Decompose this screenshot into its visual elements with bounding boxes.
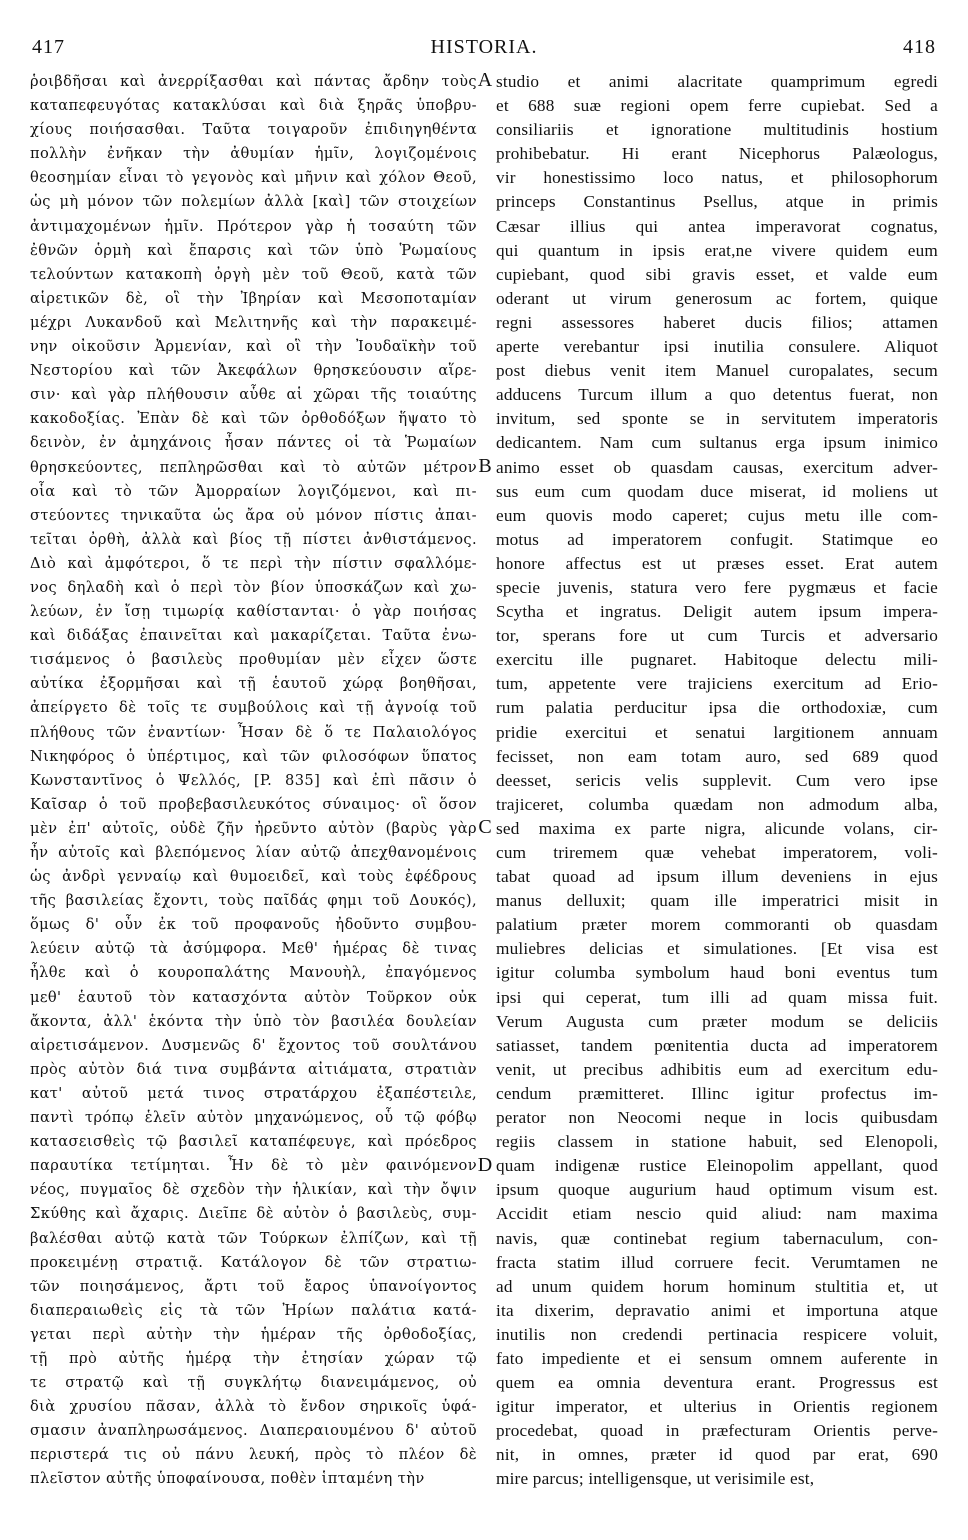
- latin-text-line: vir honestissimo loco natus, et philosophorum: [496, 168, 938, 188]
- greek-text-line: παντὶ τρόπῳ ἑλεῖν αὐτὸν μηχανώμενος, οὗ τῷ φόβῳ: [30, 1109, 477, 1127]
- latin-text-line: mire parcus; intelligensque, ut verisimile est,: [496, 1469, 815, 1489]
- greek-text-line: αὐτίκα ἐξορμῆσαι καὶ τῇ ἑαυτοῦ χώρᾳ βοηθῆσαι,: [30, 675, 477, 693]
- latin-text-line: invitum, sed sponte se in servitutem imperatoris: [496, 409, 938, 429]
- greek-text-line: τισάμενος ὁ βασιλεὺς προθυμίαν μὲν εἶχεν ὥστε: [30, 651, 477, 669]
- greek-text-line: κατασεισθεὶς τῷ βασιλεῖ καταπέφευγε, καὶ πρόεδρος: [30, 1133, 477, 1151]
- greek-text-line: αἱρετισάμενον. Δυσμενῶς δ' ἔχοντος τοῦ σουλτάνου: [30, 1036, 477, 1054]
- latin-text-line: quam indigenæ rustice Eleinopolim appellant, quod: [496, 1156, 938, 1176]
- latin-text-line: cendum præmitteret. Illinc igitur profectus im-: [496, 1083, 938, 1103]
- latin-text-line: motus ad imperatorem confugit. Statimque eo: [496, 529, 938, 549]
- greek-text-line: μέχρι Λυκανδοῦ καὶ Μελιτηνῆς καὶ τὴν παρακειμέ-: [30, 313, 477, 331]
- greek-text-line: διὰ χρυσίου πᾶσαν, ἀλλὰ τὸ ἔνδον σηρικοῖς ὑφά-: [30, 1398, 477, 1416]
- latin-text-line: ad unum quidem horum hominum stultitia et, ut: [496, 1276, 938, 1296]
- latin-text-line: palatium præter morem commoranti ob quasdam: [496, 915, 938, 935]
- latin-text-line: fracta statim illud corruere fecit. Verumtamen ne: [496, 1252, 938, 1272]
- greek-text-line: νος δηλαδὴ καὶ ὁ περὶ τὸν βίον ὑποσκάζων καὶ χω-: [30, 578, 477, 596]
- greek-text-line: ἦν αὐτοῖς καὶ βλεπόμενος λίαν αὐτῷ ἀπεχθανομένοις: [30, 844, 477, 861]
- latin-text-line: adducens Turcum illum a quo detentus fuerat, non: [496, 385, 938, 405]
- greek-text-line: κακοδοξίας. Ἐπὰν δὲ καὶ τῶν ὀρθοδόξων ἥψατο τὸ: [30, 410, 477, 428]
- section-marker: B: [478, 454, 492, 477]
- greek-text-line: πλήθους τῶν ἐναντίων· Ἦσαν δὲ ὅ τε Παλαιολόγος: [30, 723, 477, 741]
- latin-text-line: animo esset ob quasdam causas, exercitum adver-: [496, 457, 938, 477]
- greek-text-line: καταπεφευγότας κατακλύσαι καὶ διὰ ξηρᾶς ὑποβρυ-: [30, 97, 477, 115]
- section-marker: D: [477, 1153, 493, 1176]
- running-head: [32, 36, 936, 66]
- latin-text-line: regni assessores haberet ducis filios; attamen: [496, 312, 938, 332]
- greek-text-line: κατ' αὐτοῦ μετά τινος στρατάρχου ἐξαπέστειλε,: [30, 1084, 477, 1102]
- running-title: HISTORIA.: [430, 36, 538, 58]
- latin-text-line: deesset, sericis velis supplevit. Cum vero ipse: [496, 770, 938, 790]
- latin-text-line: pridie exercitui et senatui largitionem annuam: [496, 722, 938, 742]
- latin-text-line: cupiebant, quod sibi gravis esset, et valde eum: [496, 264, 938, 284]
- greek-text-line: νην οἰκοῦσιν Ἀρμενίαν, καὶ οἳ τὴν Ἰουδαϊκὴν τοῦ: [30, 338, 477, 356]
- latin-text-line: qui quantum in ipsis erat,ne vivere quidem eum: [496, 240, 938, 260]
- section-marker: A: [477, 69, 493, 91]
- latin-text-line: ipsum quoque augurium haud optimum visum est.: [496, 1180, 938, 1200]
- greek-text-column: [30, 70, 477, 1492]
- greek-text-line: Διὸ καὶ ἀμφότεροι, ὅ τε περὶ τὴν πίστιν σφαλλόμε-: [30, 554, 477, 572]
- latin-text-column: [496, 70, 938, 1492]
- greek-text-line: νέος, πυγμαῖος δὲ σχεδὸν τὴν ἡλικίαν, καὶ τὴν ὄψιν: [30, 1181, 477, 1199]
- greek-text-line: μεθ' ἑαυτοῦ τὸν κατασχόντα αὐτὸν Τοῦρκον οὐκ: [30, 988, 477, 1006]
- greek-text-line: διαπεραιωθεὶς εἰς τὰ τῶν Ἠρίων παλάτια κατά-: [30, 1301, 477, 1319]
- greek-text-line: Σκύθης καὶ ἄχαρις. Διεῖπε δὲ αὐτὸν ὁ βασιλεὺς, συμ-: [30, 1205, 477, 1223]
- greek-text-line: ὡς ἀνδρὶ γενναίῳ καὶ θυμοειδεῖ, καὶ τοὺς ἐφέδρους: [30, 868, 477, 886]
- latin-text-line: venit, ut precibus adhibitis eum ad exercitum edu-: [496, 1059, 938, 1079]
- greek-text-line: ὡς μὴ μόνον τῶν πολεμίων ἀλλὰ [καὶ] τῶν στοιχείων: [30, 193, 477, 211]
- latin-text-line: perator non Neocomi neque in locis quibusdam: [496, 1108, 938, 1128]
- greek-text-line: τε στρατῷ καὶ τῇ συγκλήτῳ διανειμάμενος, οὐ: [30, 1374, 477, 1392]
- greek-text-line: οἷα καὶ τὸ τῶν Ἀμορραίων λογιζόμενοι, καὶ πι-: [30, 482, 477, 500]
- latin-text-line: manus delluxit; quam ille imperatrici misit in: [496, 891, 938, 911]
- greek-text-line: γεται περὶ αὐτὴν τὴν ἡμέραν τῆς ὀρθοδοξίας,: [30, 1325, 477, 1343]
- greek-text-line: θρησκεύοντες, πεπληρῶσθαι καὶ τὸ αὐτῶν μέτρον: [30, 458, 477, 476]
- latin-text-line: exercitu ille pugnaret. Habitoque delectu mili-: [496, 650, 938, 670]
- latin-text-line: tum, appetente vere trajiciens exercitum ad Erio-: [496, 674, 938, 694]
- greek-text-line: προκειμένῃ στρατιᾷ. Κατάλογον δὲ τῶν στρατιω-: [30, 1253, 477, 1271]
- greek-text-line: τῇ πρὸ αὐτῆς ἡμέρᾳ τὴν ἐτησίαν χώραν τῷ: [30, 1349, 477, 1367]
- left-page-number: 417: [32, 36, 65, 58]
- latin-text-line: navis, quæ continebat regium tabernaculum, con-: [496, 1228, 938, 1248]
- latin-text-line: trajiceret, columba quædam non admodum alba,: [496, 794, 938, 814]
- latin-text-line: tor, sperans fore ut cum Turcis et adversario: [496, 626, 938, 646]
- latin-text-line: fato impediente et ei sensum omnem auferente in: [496, 1348, 938, 1368]
- greek-text-line: ἀντιμαχομένων ἡμῖν. Πρότερον γὰρ ἡ τοσαύτη τῶν: [30, 217, 477, 235]
- greek-text-line: ἄκοντα, ἀλλ' ἑκόντα τὴν ὑπὸ τὸν βασιλέα δουλείαν: [30, 1012, 477, 1030]
- greek-text-line: τελούντων κατακοπὴ ὀργὴ μὲν τοῦ Θεοῦ, κατὰ τῶν: [30, 265, 477, 283]
- latin-text-line: igitur imperator, et ulterius in Orientis regionem: [496, 1397, 938, 1417]
- latin-text-line: satiasset, tandem pœnitentia ducta ad imperatorem: [496, 1035, 938, 1055]
- greek-text-line: περιστερά τις οὐ πάνυ λευκή, πρὸς τὸ πλέον δὲ: [30, 1446, 477, 1464]
- latin-text-line: princeps Constantinus Psellus, atque in primis: [496, 192, 938, 212]
- latin-text-line: post diebus venit item Manuel curopalates, secum: [496, 361, 938, 381]
- greek-text-line: Καῖσαρ ὁ τοῦ προβεβασιλευκότος σύναιμος· οἳ ὅσον: [30, 795, 477, 813]
- section-marker: C: [478, 816, 492, 839]
- latin-text-line: quem ea omnia deventura erant. Progressus est: [496, 1373, 938, 1393]
- greek-text-line: λεύειν αὐτῷ τὰ ἀσύμφορα. Μεθ' ἡμέρας δὲ τινας: [30, 940, 477, 958]
- latin-text-line: procedebat, quoad in præfecturam Orientis perve-: [496, 1421, 938, 1441]
- right-page-number: 418: [903, 36, 936, 58]
- latin-text-line: nit, in omnes, præter id quod par erat, 690: [496, 1445, 938, 1465]
- greek-text-line: ἐθνῶν ὁρμὴ καὶ ἔπαρσις καὶ τῶν ὑπὸ Ῥωμαίους: [30, 241, 477, 259]
- greek-text-line: ὅμως δ' οὖν ἐκ τοῦ προφανοῦς ἠδοῦντο συμβου-: [30, 916, 477, 934]
- greek-text-line: ἦλθε καὶ ὁ κουροπαλάτης Μανουὴλ, ἐπαγόμενος: [30, 964, 477, 982]
- greek-text-line: στεύοντες τηνικαῦτα ὡς ἄρα οὐ μόνον πίστις ἀπαι-: [30, 506, 477, 524]
- latin-text-line: Scytha et ingratus. Deligit autem ipsum impera-: [496, 602, 938, 622]
- greek-text-line: πρὸς αὐτὸν διά τινα συμβάντα αἰτιάματα, στρατιὰν: [30, 1060, 477, 1078]
- latin-text-line: rum palatia perducitur ipsa die orthodoxiæ, cum: [496, 698, 938, 718]
- greek-text-line: σιν· καὶ γὰρ πλήθουσιν αὗθε αἱ χῶραι τῆς τοιαύτης: [30, 386, 477, 404]
- greek-text-line: σμασιν ἀναπληρωσάμενος. Διαπεραιουμένου δ' αὐτοῦ: [30, 1422, 477, 1440]
- latin-text-line: tabat quoad ad ipsum illum deveniens in ejus: [496, 867, 938, 887]
- greek-text-line: μὲν ἐπ' αὐτοῖς, οὐδὲ ζῆν ἠρεῦντο αὐτὸν (βαρὺς γὰρ: [30, 819, 477, 837]
- greek-text-line: ῥοιβδῆσαι καὶ ἀνερρίξασθαι καὶ πάντας ἄρδην τοὺς: [30, 73, 477, 90]
- greek-text-line: Νικηφόρος ὁ ὑπέρτιμος, καὶ τῶν φιλοσόφων ὕπατος: [30, 747, 477, 765]
- greek-text-line: δεινὸν, ἐν ἀμηχάνοις ἦσαν πάντες οἱ τὰ Ῥωμαίων: [30, 434, 477, 452]
- greek-text-line: τεῖται ὀρθὴ, ἀλλὰ καὶ βίος τῇ πίστει ἀνθιστάμενος.: [30, 530, 477, 548]
- greek-text-line: θεοσημίαν εἶναι τὸ γεγονὸς καὶ μῆνιν καὶ χόλον Θεοῦ,: [30, 169, 477, 187]
- greek-text-line: τῆς βασιλείας ἔχοντι, τοὺς παῖδάς φημι τοῦ Δουκός),: [30, 892, 477, 910]
- greek-text-line: παραυτίκα τετίμηται. Ἦν δὲ τὸ μὲν φαινόμενον: [30, 1157, 477, 1175]
- latin-text-line: ita dixerim, depravatio animi et importuna atque: [496, 1300, 938, 1320]
- latin-text-line: oderant ut virum generosum ac fortem, quique: [496, 288, 938, 308]
- latin-text-line: consiliariis et ignoratione multitudinis hostium: [496, 120, 938, 140]
- greek-text-line: ἀπείργετο δὲ τοῖς τε συμβούλοις καὶ τῇ ἀγνοίᾳ τοῦ: [30, 699, 477, 717]
- latin-text-line: regiis classem in statione habuit, sed Elenopoli,: [496, 1132, 938, 1152]
- latin-text-line: Verum Augusta cum præter modum se deliciis: [496, 1011, 938, 1031]
- latin-text-line: sus eum cum quodam duce miserat, id moliens ut: [496, 481, 938, 501]
- latin-text-line: sed maxima ex parte nigra, alicunde volans, cir-: [496, 818, 938, 838]
- latin-text-line: Cæsar illius qui antea imperavorat cognatus,: [496, 216, 938, 236]
- latin-text-line: eum quovis modo caperet; cujus metu ille com-: [496, 505, 938, 525]
- greek-text-line: αἱρετικῶν δὲ, οἳ τὴν Ἰβηρίαν καὶ Μεσοποταμίαν: [30, 289, 477, 307]
- latin-text-line: aperte verebantur ipsi inutilia consulere. Aliquot: [496, 337, 938, 357]
- greek-text-line: λεύων, ἐν ἴσῃ τιμωρίᾳ καθίστανται· ὁ γὰρ ποιήσας: [30, 603, 477, 621]
- latin-text-line: muliebres delicias et simulationes. [Et visa est: [496, 939, 938, 959]
- greek-text-line: πολλὴν ἐνῆκαν τὴν ἀθυμίαν ἡμῖν, λογιζομένοις: [30, 145, 477, 163]
- latin-text-line: dedicantem. Nam cum sultanus erga ipsum inimico: [496, 433, 938, 453]
- latin-text-line: cum triremem quæ vehebat imperatorem, voli-: [496, 843, 938, 862]
- latin-text-line: Accidit etiam nescio quid aliud: nam maxima: [496, 1204, 938, 1224]
- latin-text-line: ipsi qui ceperat, tum illi ad quam missa fuit.: [496, 987, 938, 1007]
- latin-text-line: inutilis non credendi pertinacia respicere voluit,: [496, 1324, 938, 1344]
- latin-text-line: studio et animi alacritate quamprimum egredi: [496, 72, 938, 91]
- latin-text-line: specie juvenis, statura vero fere pygmæus et facie: [496, 577, 938, 597]
- latin-text-line: et 688 suæ regioni opem ferre cupiebat. Sed a: [496, 96, 938, 116]
- greek-text-line: πλεῖστον αὐτῆς ὑποφαίνουσα, ποθὲν ἱπταμένη τὴν: [30, 1470, 425, 1488]
- greek-text-line: χίους ποιήσασθαι. Ταῦτα τοιγαροῦν ἐπιδιηγηθέντα: [30, 121, 477, 139]
- greek-text-line: βαλέσθαι αὐτῷ κατὰ τῶν Τούρκων ἐλπίζων, καὶ τῇ: [30, 1229, 477, 1247]
- latin-text-line: honore affectus est ut præses esset. Erat autem: [496, 553, 938, 573]
- greek-text-line: Νεστορίου καὶ τῶν Ἀκεφάλων θρησκεύουσιν αἵρε-: [30, 362, 477, 380]
- greek-text-line: τῶν ποιησάμενος, ἄρτι τοῦ ἔαρος ὑπανοίγοντος: [30, 1277, 477, 1295]
- latin-text-line: prohibebatur. Hi erant Nicephorus Palæologus,: [496, 144, 938, 164]
- greek-text-line: καὶ διδάξας ἐπαινεῖται καὶ μακαρίζεται. Ταῦτα ἐνω-: [30, 627, 477, 645]
- latin-text-line: igitur columba symbolum haud boni eventus tum: [496, 963, 938, 983]
- greek-text-line: Κωνσταντῖνος ὁ Ψελλός, [P. 835] καὶ ἐπὶ πᾶσιν ὁ: [30, 771, 477, 789]
- latin-text-line: fecisset, non eam totam auro, sed 689 quod: [496, 746, 938, 766]
